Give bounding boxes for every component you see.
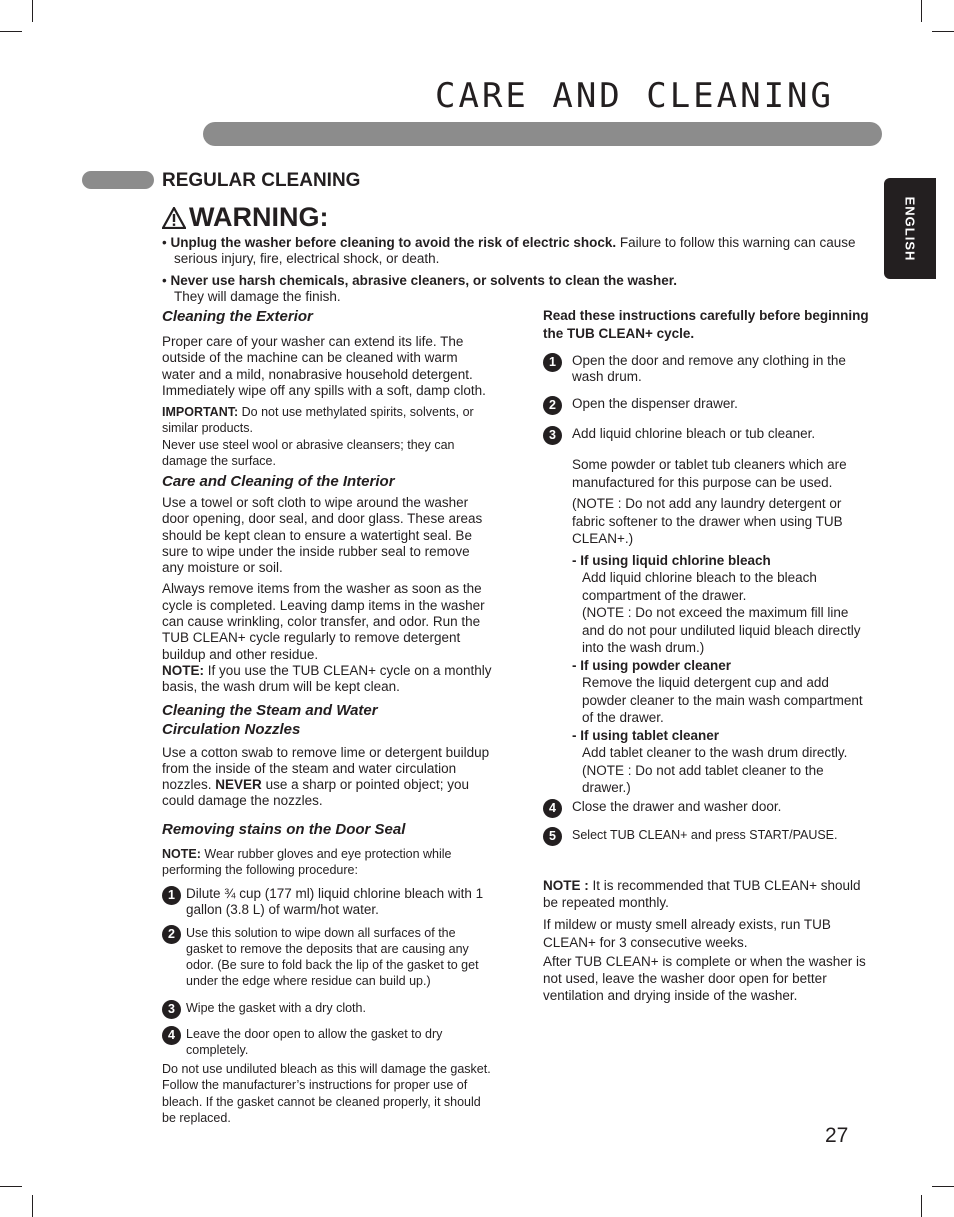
crop-mark (0, 1186, 22, 1187)
warning-label: WARNING: (189, 202, 329, 232)
interior-paragraph: Use a towel or soft cloth to wipe around the washer door opening, door seal, and door glass. These areas should be kept clean to ensure a watertight seal. Be sure to wipe under the inside rubber seal to remove any moisture or soil. (162, 495, 483, 576)
detergent-note: (NOTE : Do not add any laundry detergent or fabric softener to the drawer when using TUB CLEAN+.) (572, 496, 843, 547)
interior-paragraph: Always remove items from the washer as soon as the cycle is completed. Leaving damp items in the washer can cause wrinkling, color transfer, and odor. Run the TUB CLEAN+ cycle regularly to remove detergent buildup and other residue. (162, 581, 485, 662)
tub-clean-step (543, 426, 871, 442)
important-text: Do not use methylated spirits, solvents, or similar products. (162, 405, 474, 436)
note-label: NOTE : (543, 878, 589, 894)
exterior-warning: Never use steel wool or abrasive cleansers; they can damage the surface. (162, 437, 455, 468)
option-label: - If using powder cleaner (572, 657, 732, 673)
door-seal-step (162, 1026, 492, 1058)
door-seal-footer: Do not use undiluted bleach as this will damage the gasket. Follow the manufacturer’s instructions for proper use of bleach. If the gasket cannot be cleaned properly, it should be replaced. (162, 1062, 491, 1125)
nozzles-text: Use a cotton swab to remove lime or detergent buildup from the inside of the steam and water circulation nozzles. (162, 744, 490, 793)
powder-cleaner-option (543, 657, 871, 727)
door-seal-heading: Removing stains on the Door Seal (162, 820, 406, 838)
step-number: 4 (543, 799, 562, 818)
exterior-paragraph: Proper care of your washer can extend its life. The outside of the machine can be cleaned with warm water and a mild, nonabrasive household detergent. Immediately wipe off any spills with a soft, damp cloth. (162, 334, 486, 398)
warning-text: Failure to follow this warning can cause serious injury, fire, electrical shock, or death. (174, 235, 856, 266)
nozzles-paragraph (162, 745, 492, 810)
option-label: - If using liquid chlorine bleach (572, 552, 771, 568)
page-title: CARE AND CLEANING (435, 76, 834, 116)
section-marker (82, 171, 154, 189)
warning-bold: Never use harsh chemicals, abrasive cleaners, or solvents to clean the washer. (170, 273, 677, 288)
warning-bold: Unplug the washer before cleaning to avoid the risk of electric shock. (170, 235, 617, 250)
tub-clean-step (543, 799, 871, 815)
note-label: NOTE: (162, 662, 204, 678)
tablet-cleaner-option (543, 727, 871, 797)
step-number: 5 (543, 827, 562, 846)
nozzles-heading-line2: Circulation Nozzles (162, 720, 301, 738)
option-note: (NOTE : Do not exceed the maximum fill line and do not pour undiluted liquid bleach directly into the wash drum.) (582, 605, 861, 656)
step-text: Add liquid chlorine bleach or tub cleaner. (572, 425, 816, 441)
repeat-note (543, 877, 871, 911)
exterior-heading: Cleaning the Exterior (162, 308, 313, 325)
powder-info: Some powder or tablet tub cleaners which are manufactured for this purpose can be used. (572, 457, 847, 490)
door-seal-step (162, 925, 492, 990)
tub-clean-intro: Read these instructions carefully before beginning the TUB CLEAN+ cycle. (543, 308, 869, 341)
step-number: 4 (162, 1026, 181, 1045)
note-label: NOTE: (162, 846, 201, 861)
crop-mark (921, 1195, 922, 1217)
page-number: 27 (825, 1124, 849, 1147)
step-text: Leave the door open to allow the gasket to dry completely. (186, 1026, 443, 1057)
language-tab (884, 178, 936, 279)
option-text: Add liquid chlorine bleach to the bleach compartment of the drawer. (582, 570, 817, 603)
note-text: Wear rubber gloves and eye protection while performing the following procedure: (162, 846, 452, 877)
warning-bullet: • Never use harsh chemicals, abrasive cleaners, or solvents to clean the washer. They will damage the finish. (162, 273, 677, 304)
crop-mark (32, 1195, 33, 1217)
option-text: Remove the liquid detergent cup and add powder cleaner to the main wash compartment of the drawer. (582, 675, 863, 726)
crop-mark (921, 0, 922, 22)
important-note (162, 404, 492, 436)
liquid-bleach-option (543, 552, 871, 657)
mildew-paragraph: If mildew or musty smell already exists, run TUB CLEAN+ for 3 consecutive weeks. (543, 917, 831, 950)
left-column (162, 307, 492, 1131)
crop-mark (0, 31, 22, 32)
after-paragraph: After TUB CLEAN+ is complete or when the washer is not used, leave the washer door open for better ventilation and drying inside of the washer. (543, 954, 866, 1004)
crop-mark (32, 0, 33, 22)
interior-heading: Care and Cleaning of the Interior (162, 473, 395, 490)
note-text: If you use the TUB CLEAN+ cycle on a monthly basis, the wash drum will be kept clean. (162, 662, 492, 695)
step-text: Use this solution to wipe down all surfaces of the gasket to remove the deposits that are causing any odor. (Be sure to fold back the lip of the gasket to get under the edge where residue can build up.) (186, 925, 479, 989)
step-number: 3 (543, 426, 562, 445)
important-label: IMPORTANT: (162, 405, 239, 420)
tub-clean-step (543, 353, 871, 386)
nozzles-heading (162, 701, 492, 739)
option-label: - If using tablet cleaner (572, 727, 720, 743)
tub-clean-step (543, 396, 871, 412)
door-seal-step (162, 886, 492, 919)
never-label: NEVER (215, 777, 262, 793)
warning-bullet: • Unplug the washer before cleaning to avoid the risk of electric shock. Failure to follow this warning can cause serious injury, fire, electrical shock, or death. (162, 235, 856, 266)
nozzles-text: use a sharp or pointed object; you could damage the nozzles. (162, 777, 469, 809)
step-text: Close the drawer and washer door. (572, 798, 782, 814)
header-bar (203, 122, 882, 146)
door-seal-note (162, 846, 492, 878)
step-text: Dilute ¾ cup (177 ml) liquid chlorine bleach with 1 gallon (3.8 L) of warm/hot water. (186, 886, 484, 918)
step-number: 2 (162, 925, 181, 944)
step-number: 1 (162, 886, 181, 905)
interior-note (162, 663, 492, 696)
door-seal-step (162, 1000, 492, 1016)
step-text: Open the dispenser drawer. (572, 395, 738, 411)
tub-clean-step (543, 827, 871, 843)
step-number: 3 (162, 1000, 181, 1019)
language-tab-label: ENGLISH (902, 196, 918, 261)
warning-heading (162, 202, 328, 233)
section-title: REGULAR CLEANING (162, 170, 361, 191)
crop-mark (932, 31, 954, 32)
step-number: 2 (543, 396, 562, 415)
step-text: Select TUB CLEAN+ and press START/PAUSE. (572, 827, 838, 842)
nozzles-heading-line1: Cleaning the Steam and Water (162, 701, 378, 719)
warning-text: They will damage the finish. (174, 289, 341, 304)
step-text: Wipe the gasket with a dry cloth. (186, 1000, 366, 1015)
option-text: Add tablet cleaner to the wash drum directly. (582, 745, 848, 761)
right-column (543, 307, 871, 1009)
crop-mark (932, 1186, 954, 1187)
warning-icon (162, 207, 186, 229)
option-note: (NOTE : Do not add tablet cleaner to the drawer.) (582, 762, 824, 796)
note-text: It is recommended that TUB CLEAN+ should be repeated monthly. (543, 878, 861, 911)
step-number: 1 (543, 353, 562, 372)
step-text: Open the door and remove any clothing in the wash drum. (572, 353, 846, 385)
